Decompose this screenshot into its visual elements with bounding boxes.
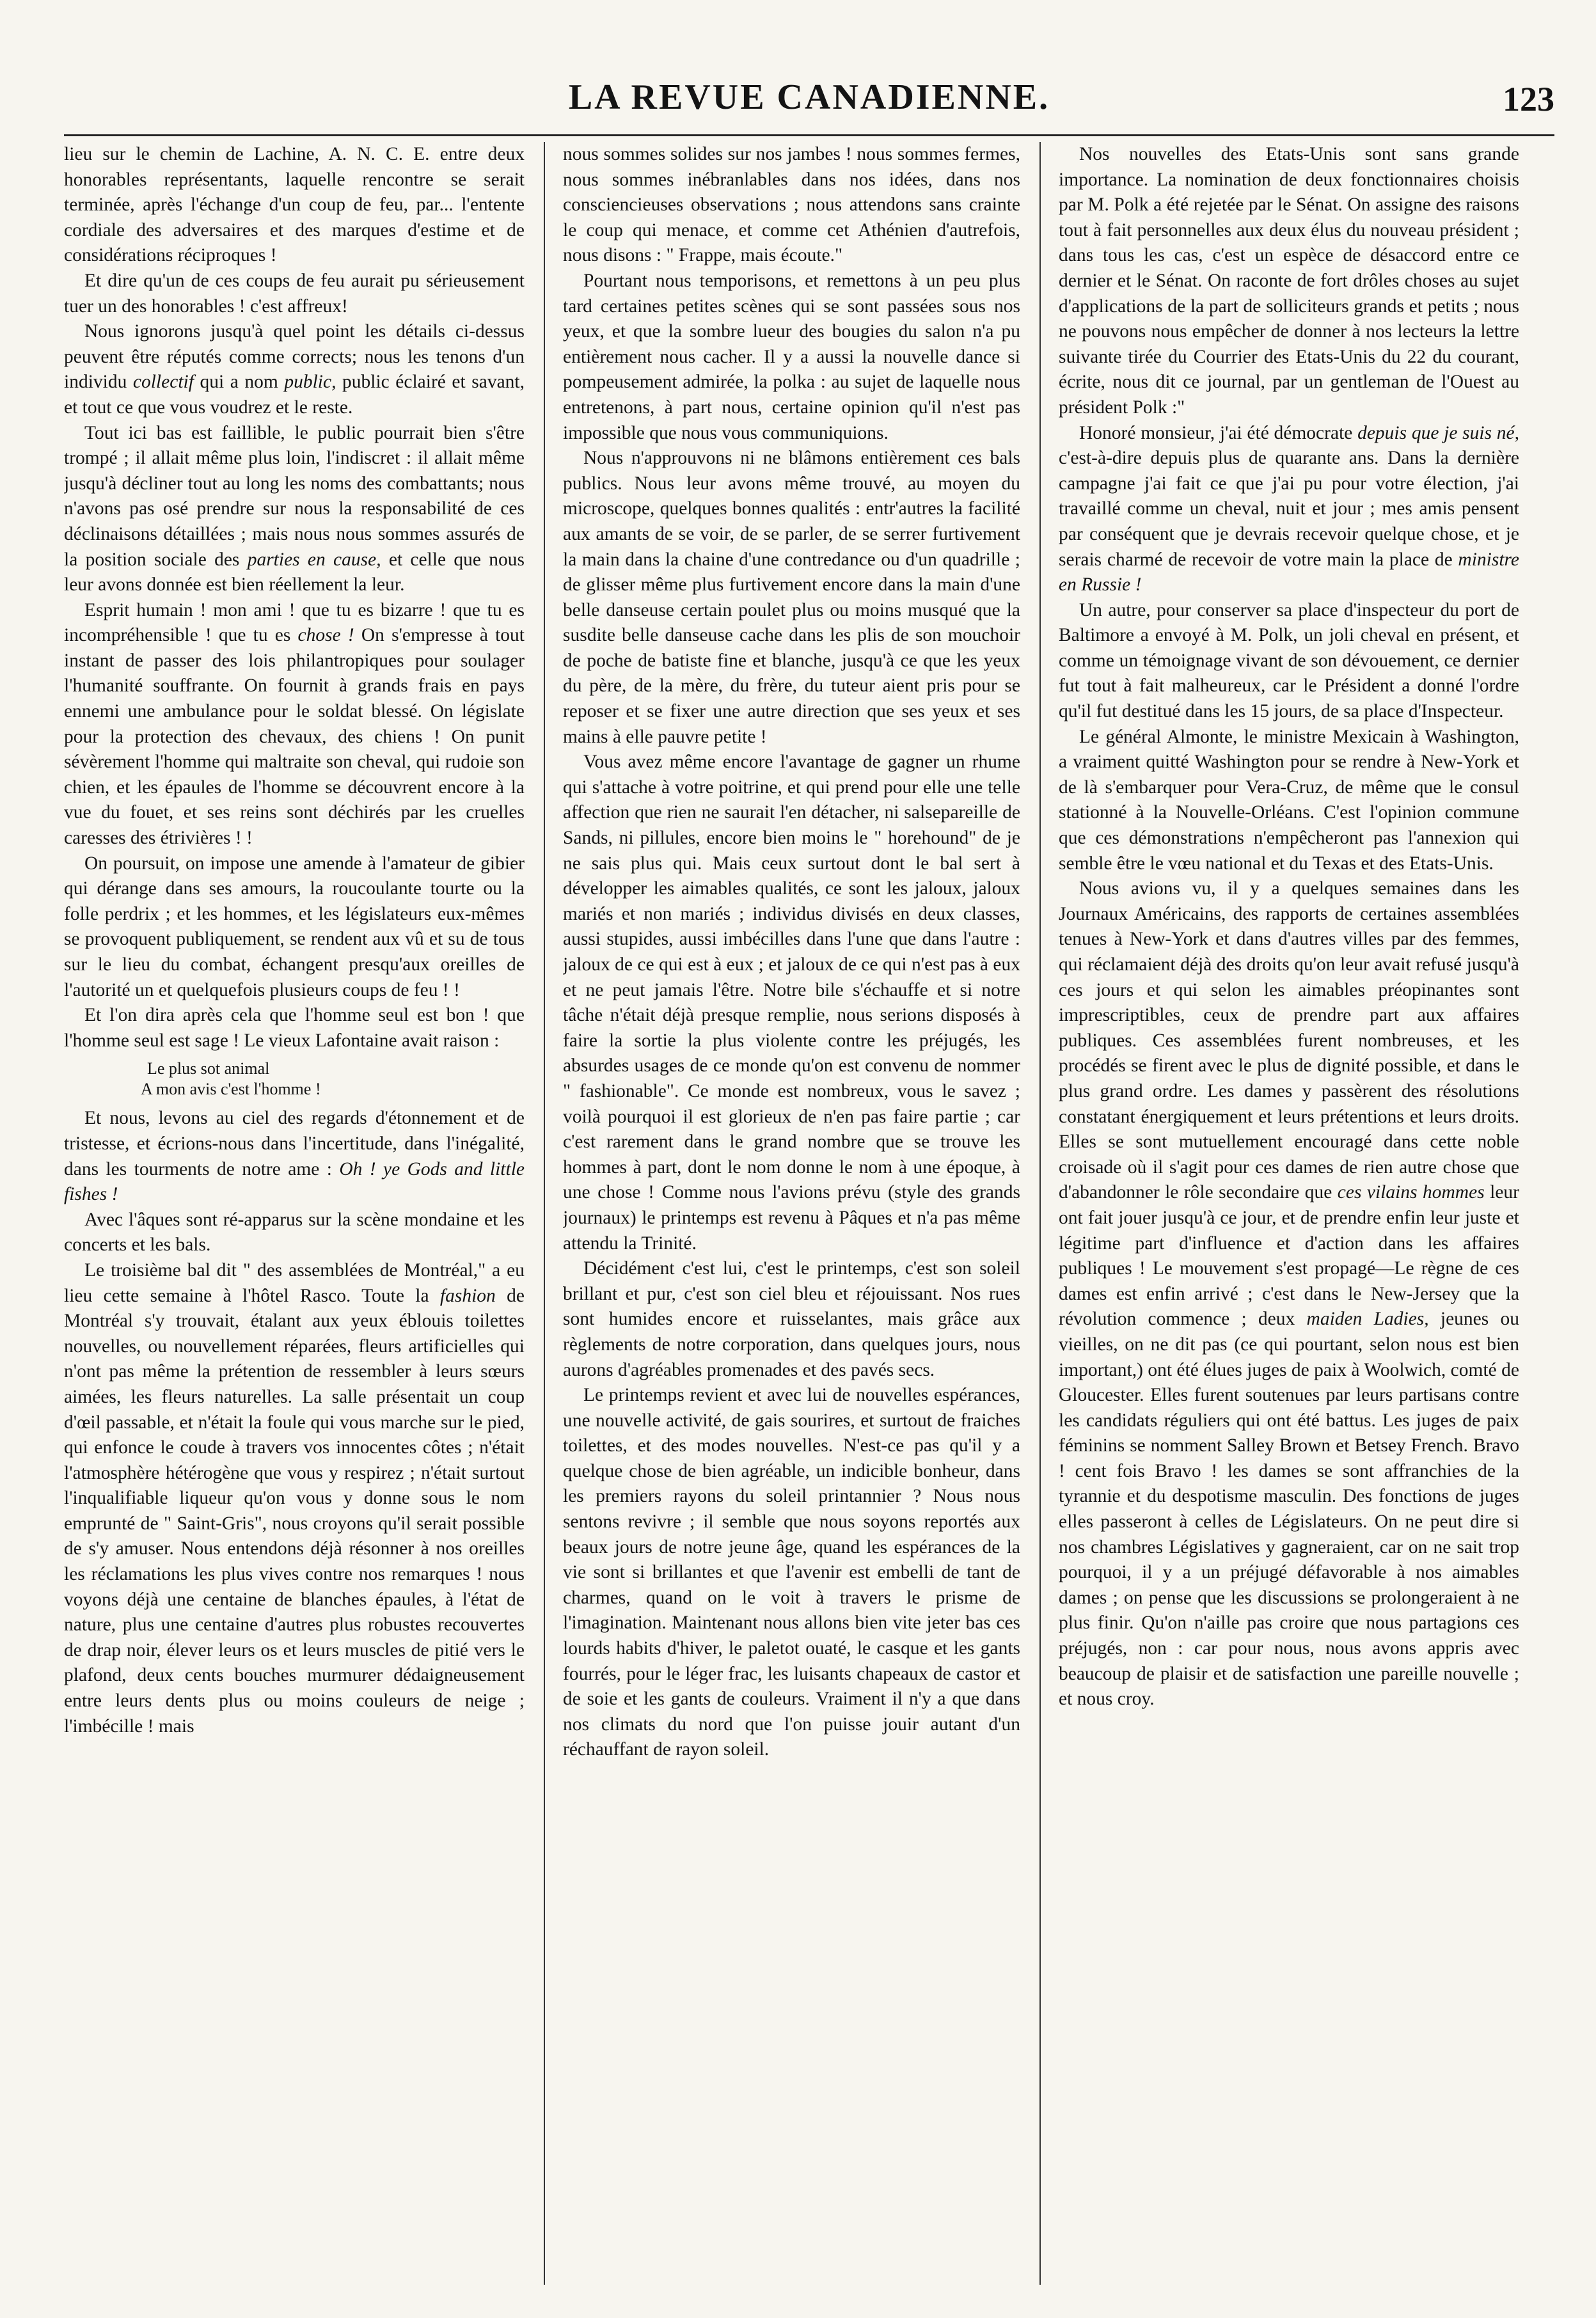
text-run: de Montréal s'y trouvait, étalant aux yeux éblouis toilettes nouvelles, ou nouvellement réparées, fleurs artificielles qui n'ont pas même la prétention de ressembler à leurs sœurs aimées, les fleurs naturelles. La salle présentait un coup d'œil passable, et n'était la foule qui vous marche sur le pied, qui enfonce le coude à travers vos innocentes côtes ; n'était l'atmosphère hétérogène que vous y respirez ; n'était surtout l'inqualifiable liqueur qu'on vous y donne sous le nom emprunté de " Saint-Gris", nous croyons qu'il serait possible de s'y amuser. Nous entendons déjà résonner à nos oreilles les réclamations les plus vives contre nos remarques ! nous voyons déjà une centaine de blanches épaules, à l'état de nature, plus une centaine d'autres plus robustes recouvertes de drap noir, élever leurs os et leurs muscles de pitié vers le plafond, deux cents bouches murmurer dédaigneusement entre leurs dents plus ou moins couleurs de neige ; l'imbécille ! mais [64,1285,525,1737]
text-run: Le troisième bal dit " des assemblées de Montréal," a eu lieu cette semaine à l'hôtel Rasco. Toute la [64,1259,525,1306]
paragraph [64,1106,525,1207]
italic-run: Oh ! ye Gods and little fishes ! [64,1158,525,1205]
text-run: Et nous, levons au ciel des regards d'étonnement et de tristesse, et écrions-nous dans l'incertitude, dans l'inégalité, dans les tourments de notre ame : [64,1108,525,1179]
italic-run: depuis que je suis né, [1357,422,1519,443]
paragraph: Un autre, pour conserver sa place d'inspecteur du port de Baltimore a envoyé à M. Polk, un joli cheval en présent, et comme un témoignage vivant de son dévouement, ce dernier fut tout à fait malheureux, car le Président a donné l'ordre qu'il fut destitué dans les 15 jours, de sa place d'Inspecteur. [1059,599,1519,722]
paragraph: Nous n'approuvons ni ne blâmons entièrement ces bals publics. Nous leur avons même trouvé, au moyen du microscope, quelques bonnes qualités : entr'autres la facilité aux amants de se voir, de se parler, de se serrer furtivement la main dans la chaine d'une contredance ou d'un quadrille ; de glisser même plus furtivement encore dans la main d'une belle danseuse certain poulet plus ou moins musqué que la susdite belle danseuse cache dans les plis de son mouchoir de poche de batiste fine et blanche, jusqu'à ce que les yeux du père, de la mère, du frère, du tuteur aient pris pour se reposer et se fixer une autre direction que ses yeux et ses mains à elle pauvre petite ! [563,448,1020,747]
italic-run: ministre en Russie ! [1059,549,1519,595]
verse-line: Le plus sot animal [147,1059,270,1078]
paragraph [1059,421,1519,598]
text-run: public éclairé et savant, et tout ce que vous voudrez et le reste. [64,372,525,418]
paragraph: Le général Almonte, le ministre Mexicain à Washington, a vraiment quitté Washington pour se rendre à New-York et de là s'embarquer pour Vera-Cruz, de même que le consul stationné à la Nouvelle-Orléans. C'est l'opinion commune que ces démonstrations n'empêcheront pas l'annexion qui semble être le vœu national et du Texas et des Etats-Unis. [1059,726,1519,874]
text-run: Nous avions vu, il y a quelques semaines dans les Journaux Américains, des rapports de certaines assemblées tenues à New-York et dans d'autres villes par des femmes, qui réclamaient déjà des droits qu'on leur avait refusé jusqu'à ces jours et qui selon les aimables préopinantes sont imprescriptibles, ceux de prendre part aux affaires publiques. Ces assemblées furent nombreuses, et les procédés se firent avec le plus de dignité possible, et dans le plus grand ordre. Les dames y passèrent des résolutions constatant énergiquement et leurs prétentions et leurs droits. Elles se sont mutuellement encouragé dans cette noble croisade où il s'agit pour ces dames de rien autre chose que d'abandonner le rôle secondaire que [1059,878,1519,1203]
column-divider [544,142,545,2285]
text-run: et celle que nous leur avons donnée est bien réellement la leur. [64,549,525,595]
paragraph [64,598,525,851]
paragraph: Avec l'âques sont ré-apparus sur la scène mondaine et les concerts et les bals. [64,1209,525,1256]
text-run: On s'empresse à tout instant de passer des lois philantropiques pour soulager l'humanité souffrante. On fournit à grands frais en pays ennemi une ambulance pour le soldat blessé. On législate pour la protection des chevaux, des chiens ! On punit sévèrement l'homme qui maltraite son cheval, qui rudoie son chien, et les épaules de l'homme se découvrent encore à la vue du fouet, et ses reins sont déchirés par les cruelles caresses des étrivières ! ! [64,625,525,849]
italic-run: collectif [132,372,194,393]
text-run: Nous ignorons jusqu'à quel point les détails ci-dessus peuvent être réputés comme corrects; nous les tenons d'un individu [64,321,525,393]
paragraph [64,421,525,598]
paragraph: Et dire qu'un de ces coups de feu aurait pu sérieusement tuer un des honorables ! c'est affreux! [64,270,525,317]
paragraph: Nos nouvelles des Etats-Unis sont sans grande importance. La nomination de deux fonctionnaires choisis par M. Polk a été rejetée par le Sénat. On assigne des raisons tout à fait personnelles aux deux élus du nouveau président ; dans tous les cas, c'est un espèce de désaccord entre ce dernier et le Sénat. On raconte de fort drôles choses au sujet d'applications de la part de solliciteurs grands et petits ; nous ne pouvons nous empêcher de donner à nos lecteurs la lettre suivante tirée du Courrier des Etats-Unis du 22 du courant, écrite, nous dit ce journal, par un gentleman de l'Ouest au président Polk :" [1059,144,1519,418]
italic-run: ces vilains hommes [1337,1182,1485,1203]
italic-run: parties en cause, [247,549,381,570]
text-run: c'est-à-dire depuis plus de quarante ans. Dans la dernière campagne j'ai fait ce que j'ai pu pour votre élection, j'ai travaillé comme un cheval, nuit et jour ; mes amis pensent par conséquent que je devrais recevoir quelque chose, et je serais charmé de recevoir de votre main la place de [1059,448,1519,570]
page-number: 123 [1503,80,1554,118]
verse-quote [141,1059,525,1100]
text-column-3 [1059,142,1519,2285]
italic-run: public, [284,372,336,393]
italic-run: fashion [439,1285,496,1306]
running-title: LA REVUE CANADIENNE. [568,77,1050,117]
paragraph: nous sommes solides sur nos jambes ! nous sommes fermes, nous sommes inébranlables dans nos idées, dans nos consciencieuses observations ; nous attendons sans crainte le coup qui menace, et comme cet Athénien d'autrefois, nous disons : " Frappe, mais écoute." [563,144,1020,266]
paragraph [64,319,525,420]
verse-line: A mon avis c'est l'homme ! [141,1080,321,1099]
text-column-1 [64,142,525,2285]
text-run: leur ont fait jouer jusqu'à ce jour, et de prendre enfin leur juste et légitime part d'influence et d'action dans les affaires publiques ! Le mouvement s'est propagé—Le règne de ces dames est enfin arrivé ; c'est dans le New-Jersey que la révolution commence ; deux [1059,1182,1519,1330]
paragraph: lieu sur le chemin de Lachine, A. N. C. E. entre deux honorables représentants, laquelle rencontre se serait terminée, après l'échange d'un coup de feu, par... l'entente cordiale des adversaires et des marques d'estime et de considérations réciproques ! [64,144,525,266]
text-run: jeunes ou vieilles, on ne dit pas (ce qui pourtant, selon nous est bien important,) ont été élues juges de paix à Woolwich, comté de Gloucester. Elles furent soutenues par leurs partisans contre les candidats réguliers qui ont été battus. Les juges de paix féminins se nomment Salley Brown et Betsey French. Bravo ! cent fois Bravo ! les dames se sont affranchies de la tyrannie et du despotisme masculin. Des fonctions de juges elles passeront à celles de Législateurs. On ne peut dire si nos chambres Législatives y gagneraient, car on ne sait trop pourquoi, il y a un préjugé défavorable à nos aimables dames ; on pense que les discussions se prolongeraient à ne plus finir. Qu'on n'aille pas croire que nous partagions ces préjugés, non : car pour nous, nous avons appris avec beaucoup de plaisir et de satisfaction une pareille nouvelle ; et nous croy. [1059,1309,1519,1710]
text-run: qui a nom [193,372,285,393]
paragraph: Vous avez même encore l'avantage de gagner un rhume qui s'attache à votre poitrine, et qui prend pour elle une telle affection que rien ne saurait l'en détacher, ni salsepareille de Sands, ni pillules, encore bien moins le " horehound" de je ne sais plus qui. Mais ceux surtout dont le bal sert à développer les aimables qualités, ce sont les jaloux, jaloux mariés et non mariés ; individus divisés en deux classes, aussi stupides, aussi imbécilles dans l'une que dans l'autre : jaloux de ce qui est à eux ; et jaloux de ce qui n'est pas à eux et ne peut jamais l'être. Notre bile s'échauffe et si notre tâche n'était déjà presque remplie, nous serions disposés à faire la sortie la plus violente contre les préjugés, les absurdes usages de ce monde qu'on est convenu de nommer " fashionable". Ce monde est nombreux, vous le savez ; voilà pourquoi il est glorieux de n'en pas faire partie ; car c'est rarement dans le grand nombre que se trouve les hommes à part, dont le nom donne le nom à une époque, à une chose ! Comme nous l'avions prévu (style des grands journaux) le printemps est revenu à Pâques et n'a pas même attendu la Trinité. [563,752,1020,1254]
text-run: Esprit humain ! mon ami ! que tu es bizarre ! que tu es incompréhensible ! que tu es [64,599,525,646]
page-header [64,77,1554,136]
paragraph: Et l'on dira après cela que l'homme seul est bon ! que l'homme seul est sage ! Le vieux Lafontaine avait raison : [64,1005,525,1051]
text-column-2 [563,142,1020,2285]
paragraph: Pourtant nous temporisons, et remettons à un peu plus tard certaines petites scènes qui se sont passées sous nos yeux, et que la sombre lueur des bougies du salon n'a pu entièrement nous cacher. Il y a aussi la nouvelle dance si pompeusement admirée, la polka : au sujet de laquelle nous entretenons, à part nous, certaine opinion qu'il n'est pas impossible que nous vous communiquions. [563,270,1020,443]
column-divider [1039,142,1041,2285]
text-run: Tout ici bas est faillible, le public pourrait bien s'être trompé ; il allait même plus loin, l'indiscret : il allait même jusqu'à décliner tout au long les noms des combattants; nous n'avons pas osé prendre sur nous la responsabilité de ces déclinaisons détaillées ; mais nous nous sommes assurés de la position sociale des [64,422,525,570]
paragraph [64,1258,525,1739]
paragraph: Décidément c'est lui, c'est le printemps, c'est son soleil brillant et pur, c'est son ciel bleu et réjouissant. Nos rues sont humides encore et ruisselantes, mais grâce aux règlements de notre corporation, dans quelques jours, nous aurons d'agréables promenades et des pavés secs. [563,1258,1020,1380]
paragraph: On poursuit, on impose une amende à l'amateur de gibier qui dérange dans ses amours, la roucoulante tourte ou la folle perdrix ; et les hommes, et les législateurs eux-mêmes se provoquent publiquement, se rendent aux vû et su de tous sur le lieu du combat, échangent presqu'aux oreilles de l'autorité un et quelquefois plusieurs coups de feu ! ! [64,853,525,1000]
italic-run: chose ! [297,625,354,646]
paragraph: Le printemps revient et avec lui de nouvelles espérances, une nouvelle activité, de gais sourires, et surtout de fraiches toilettes, et des modes nouvelles. N'est-ce pas qu'il y a quelque chose de bien agréable, un indicible bonheur, dans les premiers rayons du soleil printannier ? Nous nous sentons revivre ; il semble que nous soyons reportés aux beaux jours de notre jeune âge, quand les espérances de la vie sont si brillantes et que l'avenir est embelli de tant de charmes, quand on le voit à travers le prisme de l'imagination. Maintenant nous allons bien vite jeter bas ces lourds habits d'hiver, le paletot ouaté, le casque et les gants fourrés, pour le léger frac, les luisants chapeaux de castor et de soie et les gants de couleurs. Vraiment il n'y a que dans nos climats du nord que l'on puisse jouir autant d'un réchauffant de rayon soleil. [563,1385,1020,1760]
italic-run: maiden Ladies, [1306,1309,1429,1330]
paragraph [1059,876,1519,1712]
text-run: Honoré monsieur, j'ai été démocrate [1079,422,1358,443]
